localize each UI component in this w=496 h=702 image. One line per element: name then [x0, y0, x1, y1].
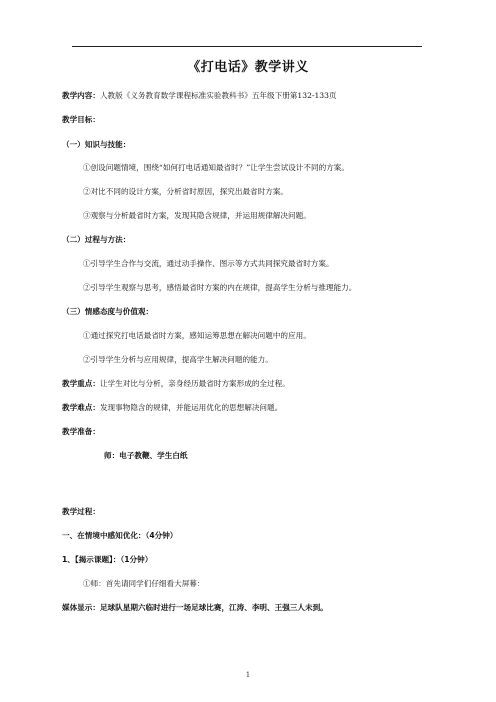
section3-item: ①通过探究打电话最省时方案，感知运筹思想在解决问题中的应用。 — [83, 331, 311, 340]
key-point-label: 教学重点： — [62, 379, 100, 388]
step1-teacher-line: ①师：首先请同学们仔细看大屏幕： — [83, 579, 205, 588]
section3-item: ②引导学生分析与应用规律，提高学生解决问题的能力。 — [83, 355, 273, 364]
key-point-text: 让学生对比与分析，亲身经历最省时方案形成的全过程。 — [99, 379, 290, 388]
step1-heading: 一、在情境中感知优化：（4分钟） — [62, 531, 178, 540]
content-text: 人教版《义务教育数学课程标准实验教科书》五年级下册第132-133页 — [99, 91, 337, 100]
difficulty-label: 教学难点： — [62, 403, 100, 412]
page-number: 1 — [245, 671, 251, 679]
section2-heading: （二）过程与方法： — [62, 235, 131, 244]
process-heading: 教学过程： — [62, 507, 100, 516]
section3-heading: （三）情感态度与价值观： — [62, 307, 154, 316]
content-line — [62, 91, 337, 101]
section2-item: ②引导学生观察与思考，感悟最省时方案的内在规律，提高学生分析与推理能力。 — [83, 283, 357, 292]
section1-heading: （一）知识与技能： — [62, 140, 131, 149]
prep-text: 师：电子教鞭、学生白纸 — [104, 451, 188, 460]
difficulty-line — [62, 403, 282, 413]
header-rule — [72, 46, 422, 47]
key-point-line — [62, 379, 290, 389]
difficulty-text: 发现事物隐含的规律，并能运用优化的思想解决问题。 — [99, 403, 283, 412]
section1-item: ③观察与分析最省时方案，发现其隐含规律，并运用规律解决问题。 — [83, 211, 311, 220]
prep-heading: 教学准备： — [62, 427, 100, 436]
media-display-line: 媒体显示：足球队星期六临时进行一场足球比赛，江涛、李明、王强三人未到。 — [62, 603, 328, 612]
document-title: 《打电话》教学讲义 — [187, 60, 309, 75]
section1-item: ②对比不同的设计方案，分析省时原因，探究出最省时方案。 — [83, 187, 289, 196]
section2-item: ①引导学生合作与交流，通过动手操作、图示等方式共同探究最省时方案。 — [83, 259, 334, 268]
step1-subheading: 1、【揭示课题】：（1分钟） — [62, 555, 153, 564]
content-label: 教学内容： — [62, 91, 100, 100]
goals-heading: 教学目标： — [62, 115, 100, 124]
section1-item: ①创设问题情境，围绕“如何打电话通知最省时？”让学生尝试设计不同的方案。 — [83, 163, 349, 172]
